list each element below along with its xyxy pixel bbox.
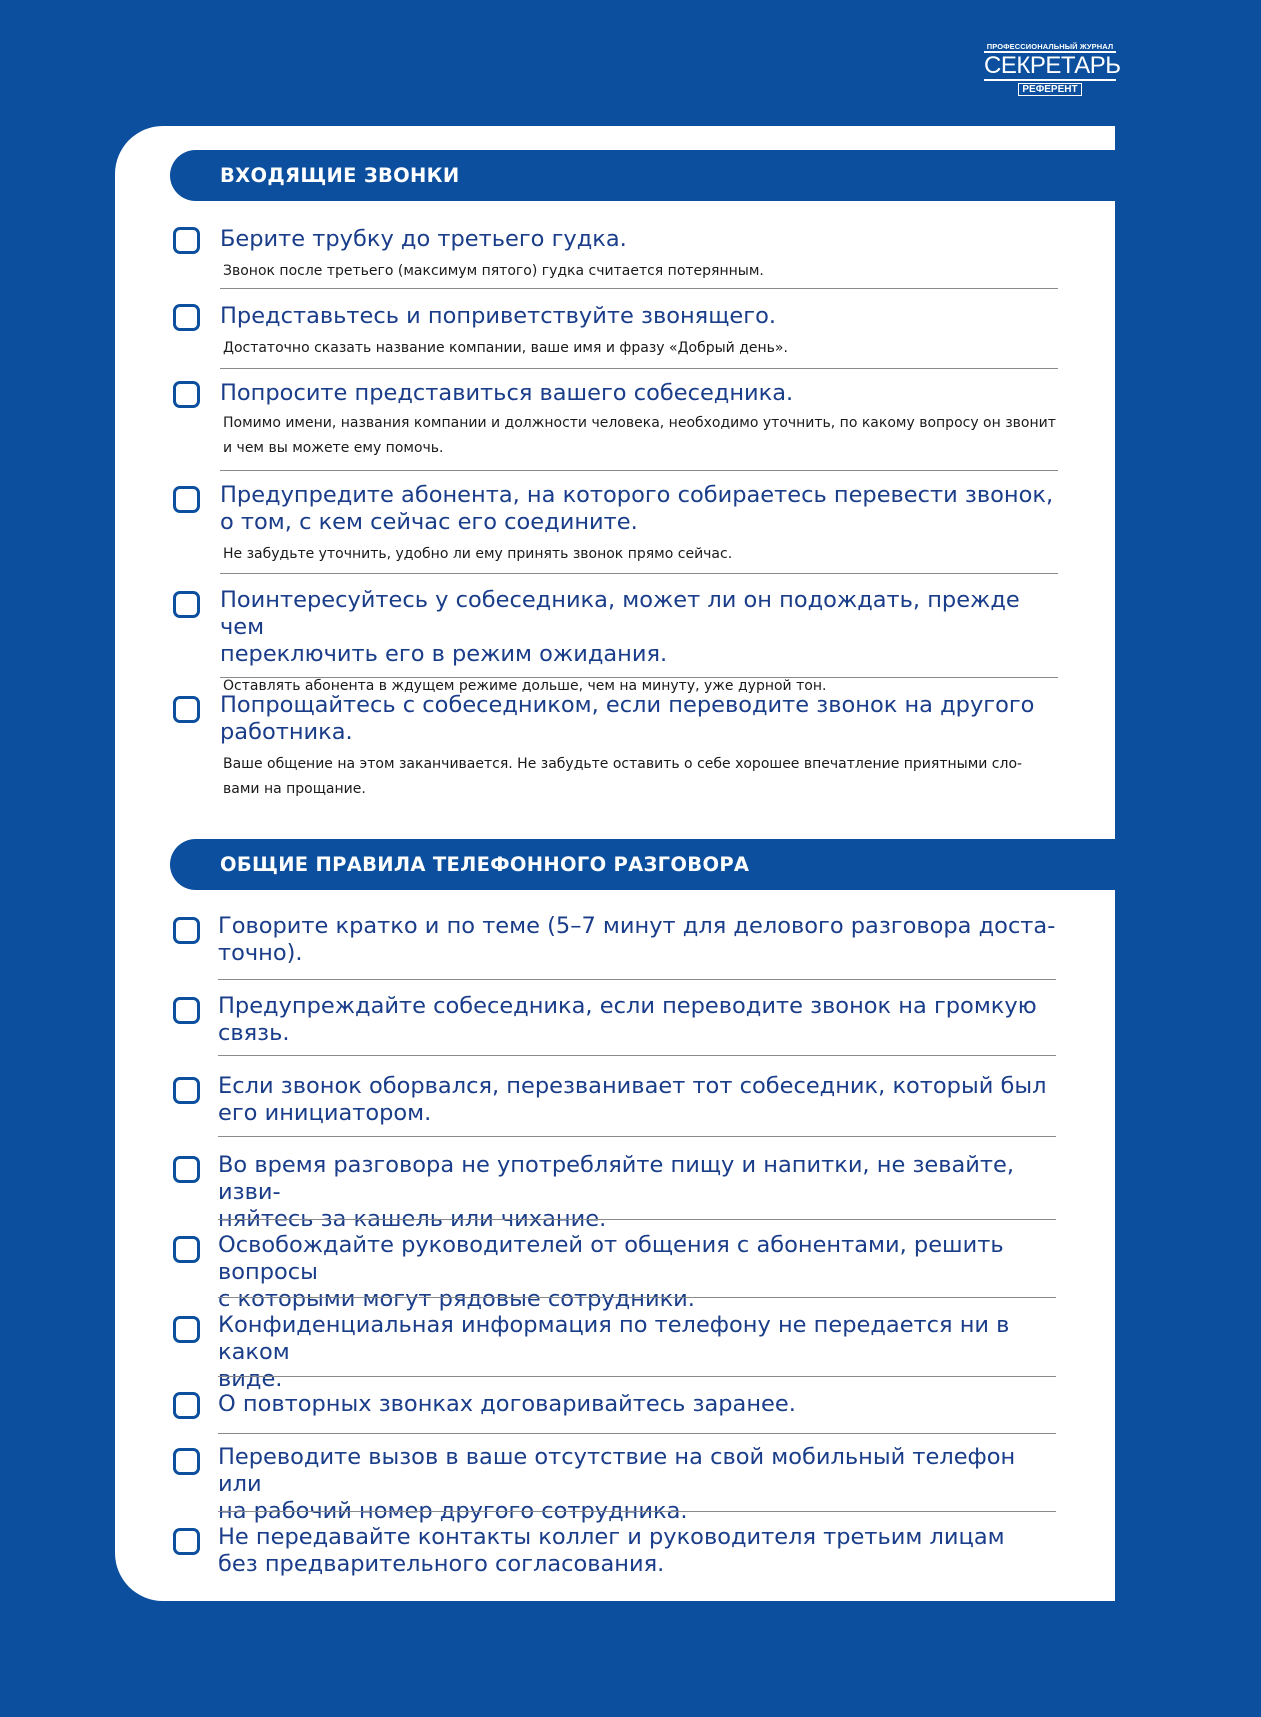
item-note-line: и чем вы можете ему помочь. [223,440,444,456]
item-title [218,1232,1100,1313]
logo-tagline: ПРОФЕССИОНАЛЬНЫЙ ЖУРНАЛ [986,42,1114,51]
section-header-incoming-calls: ВХОДЯЩИЕ ЗВОНКИ [170,150,1115,201]
magazine-logo [984,42,1121,95]
item-title: Представьтесь и поприветствуйте звонящего. [220,303,776,329]
item-title-line: Конфиденциальная информация по телефону не передается ни в каком [218,1312,1010,1365]
item-title-line: Переводите вызов в ваше отсутствие на свой мобильный телефон или [218,1444,1016,1497]
divider [218,1376,1056,1377]
item-title-line: точно). [218,940,303,966]
checkbox[interactable] [173,1392,200,1419]
divider [220,288,1058,289]
item-title [218,1073,1060,1127]
logo-subtitle: РЕФЕРЕНТ [1018,83,1081,96]
checkbox[interactable] [173,227,200,254]
checkbox[interactable] [173,1528,200,1555]
item-title-line: Предупредите абонента, на которого собираетесь перевести звонок, [220,482,1054,508]
item-title-line: Попрощайтесь с собеседником, если переводите звонок на другого [220,692,1035,718]
item-title [218,1444,1060,1525]
divider [220,470,1058,471]
item-title-line: переключить его в режим ожидания. [220,641,668,667]
item-title [220,692,1060,746]
checkbox[interactable] [173,1077,200,1104]
logo-name: СЕКРЕТАРЬ [984,52,1121,79]
item-title-line: Если звонок оборвался, перезванивает тот собеседник, который был [218,1073,1047,1099]
item-title-line: Во время разговора не употребляйте пищу и напитки, не зевайте, изви- [218,1152,1015,1205]
checkbox[interactable] [173,486,200,513]
item-note-line: Помимо имени, названия компании и должности человека, необходимо уточнить, по какому вопросу он звонит [223,415,1056,431]
checkbox[interactable] [173,591,200,618]
divider [218,979,1056,980]
item-note: Оставлять абонента в ждущем режиме дольше, чем на минуту, уже дурной тон. [223,678,827,694]
divider [218,1433,1056,1434]
checkbox[interactable] [173,997,200,1024]
item-note [223,411,1060,461]
divider [218,1297,1056,1298]
checkbox[interactable] [173,1448,200,1475]
item-title [218,1524,1060,1578]
item-title-line: его инициатором. [218,1100,432,1126]
item-title-line: няйтесь за кашель или чихание. [218,1206,607,1232]
item-title-line: о том, с кем сейчас его соедините. [220,509,638,535]
item-title [220,587,1060,668]
item-title [220,482,1060,536]
item-title [218,1152,1060,1233]
item-title-line: на рабочий номер другого сотрудника. [218,1498,688,1524]
divider [218,1055,1056,1056]
item-title-line: Не передавайте контакты коллег и руководителя третьим лицам [218,1524,1005,1550]
checkbox[interactable] [173,696,200,723]
item-note-line: вами на прощание. [223,781,366,797]
section-header-general-rules: ОБЩИЕ ПРАВИЛА ТЕЛЕФОННОГО РАЗГОВОРА [170,839,1115,890]
item-title [218,913,1060,967]
item-title: Попросите представиться вашего собеседника. [220,380,794,406]
checkbox[interactable] [173,304,200,331]
item-note: Звонок после третьего (максимум пятого) гудка считается потерянным. [223,263,764,279]
item-title-line: Освобождайте руководителей от общения с абонентами, решить вопросы [218,1232,1004,1285]
checkbox[interactable] [173,917,200,944]
item-title: О повторных звонках договаривайтесь заранее. [218,1391,796,1417]
checkbox[interactable] [173,1156,200,1183]
checkbox[interactable] [173,1236,200,1263]
item-title [218,993,1060,1047]
item-title [218,1312,1060,1393]
divider [220,573,1058,574]
item-title-line: виде. [218,1366,283,1392]
item-note [223,752,1060,802]
item-title: Берите трубку до третьего гудка. [220,226,627,252]
item-title-line: Поинтересуйтесь у собеседника, может ли он подождать, прежде чем [220,587,1020,640]
checkbox[interactable] [173,1316,200,1343]
item-note: Достаточно сказать название компании, ваше имя и фразу «Добрый день». [223,340,788,356]
item-title-line: Предупреждайте собеседника, если переводите звонок на громкую [218,993,1037,1019]
divider [218,1219,1056,1220]
divider [218,1136,1056,1137]
item-note: Не забудьте уточнить, удобно ли ему принять звонок прямо сейчас. [223,546,733,562]
item-title-line: работника. [220,719,353,745]
item-title-line: Говорите кратко и по теме (5–7 минут для делового разговора доста- [218,913,1056,939]
item-title-line: без предварительного согласования. [218,1551,665,1577]
divider [218,1511,1056,1512]
divider [220,368,1058,369]
item-title-line: с которыми могут рядовые сотрудники. [218,1286,695,1312]
item-note-line: Ваше общение на этом заканчивается. Не забудьте оставить о себе хорошее впечатление приятными сло- [223,756,1023,772]
checkbox[interactable] [173,381,200,408]
item-title-line: связь. [218,1020,290,1046]
divider [220,677,1058,678]
